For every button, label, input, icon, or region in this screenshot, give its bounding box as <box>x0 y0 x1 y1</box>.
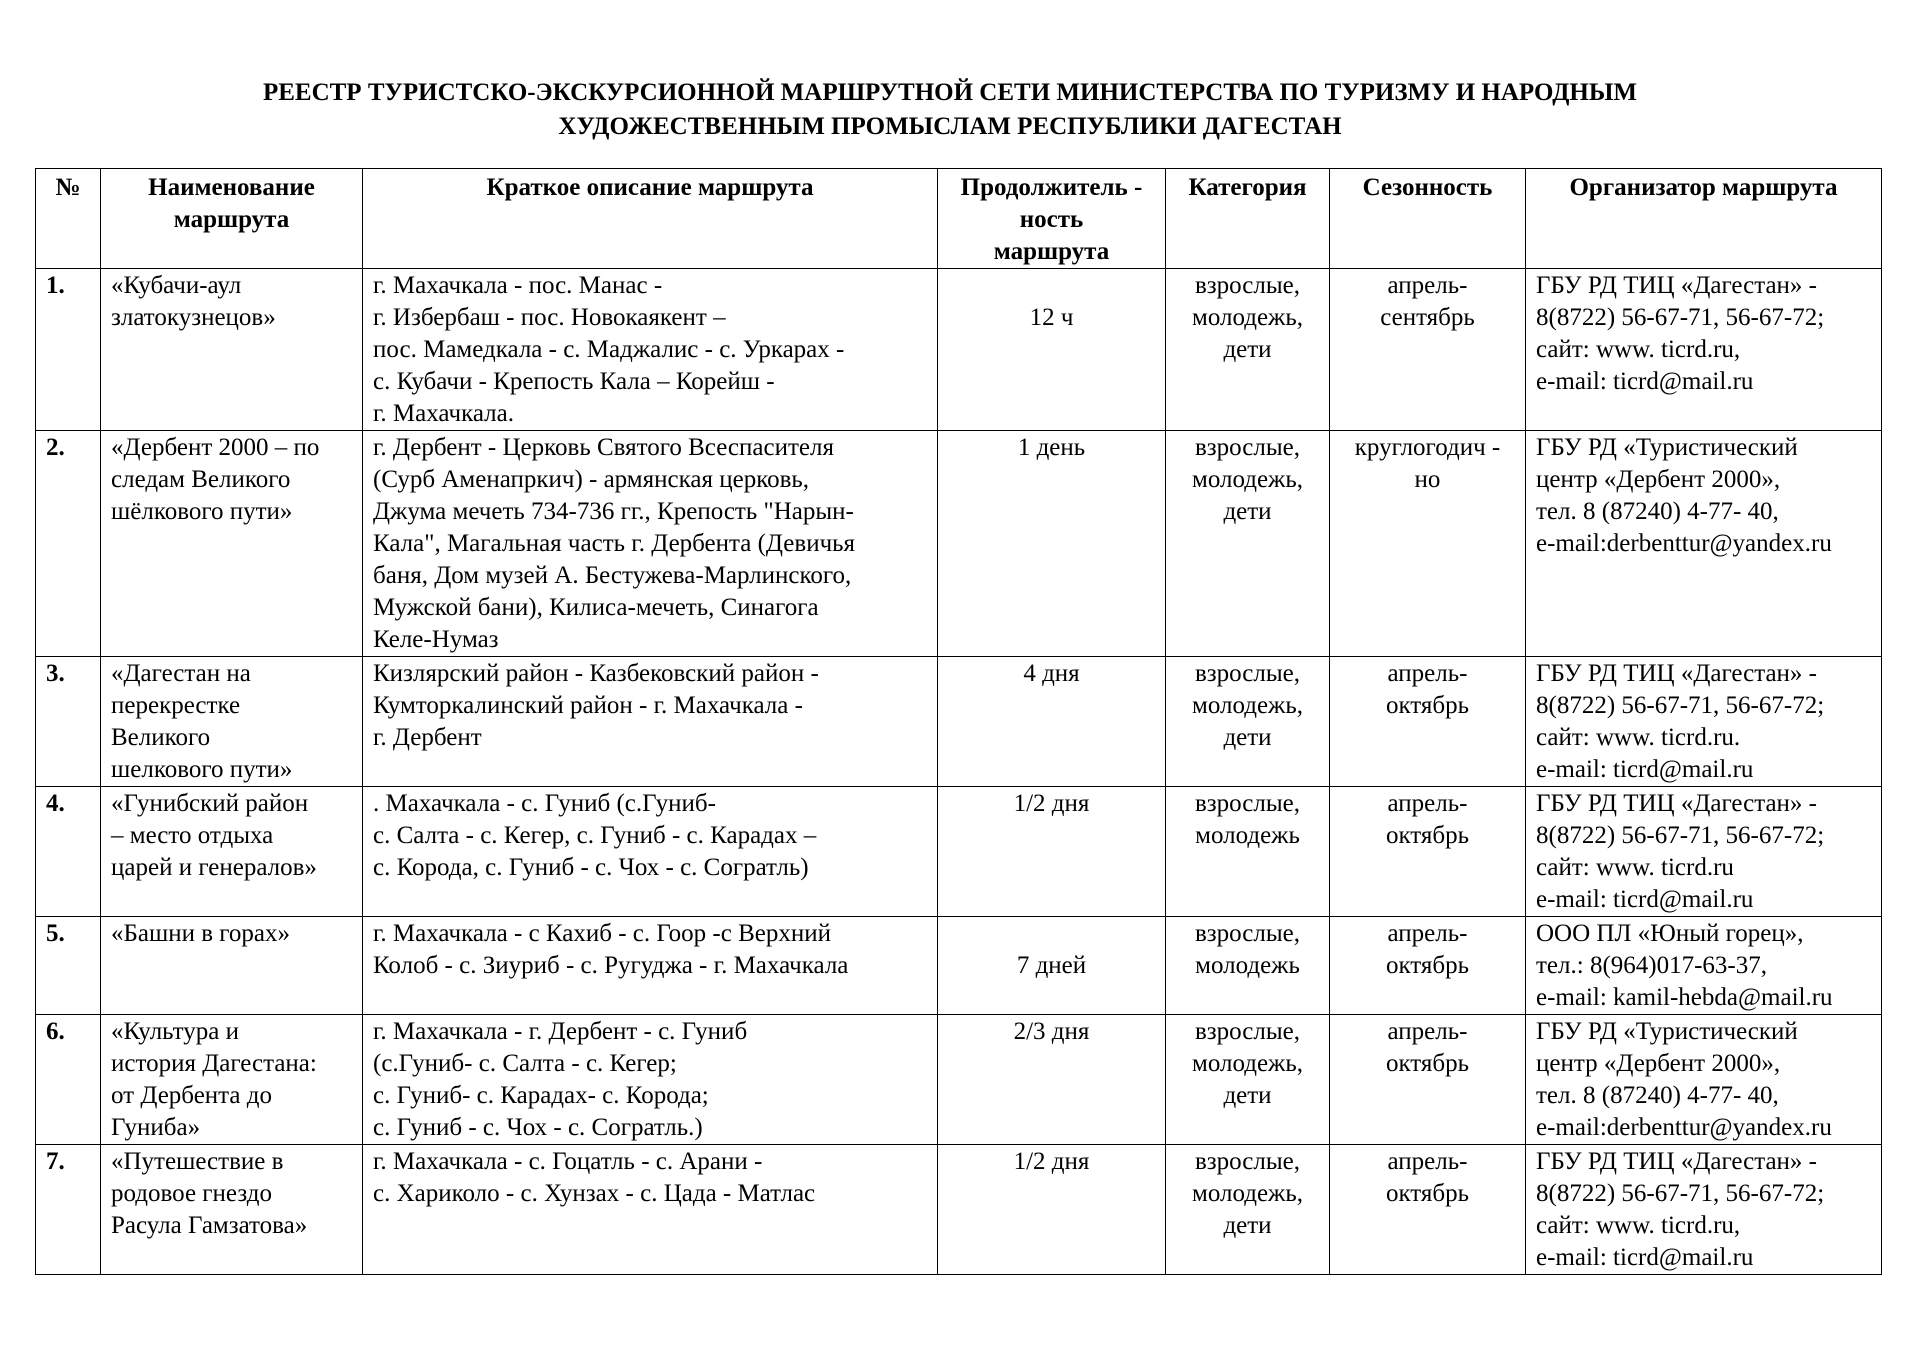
route-description-line: . Махачкала - с. Гуниб (с.Гуниб- <box>373 790 716 817</box>
route-number: 2. <box>36 431 101 657</box>
route-category <box>1166 1145 1330 1275</box>
route-season <box>1330 657 1526 787</box>
route-name-line: Расула Гамзатова» <box>111 1212 308 1239</box>
route-category-line: молодежь, <box>1192 466 1303 493</box>
route-name <box>101 1015 363 1145</box>
route-description-line: г. Махачкала - с. Гоцатль - с. Арани - <box>373 1148 763 1175</box>
route-number: 1. <box>36 269 101 431</box>
route-organizer <box>1526 917 1882 1015</box>
route-organizer-line: e-mail: kamil-hebda@mail.ru <box>1536 984 1833 1011</box>
route-organizer-line: тел. 8 (87240) 4-77- 40, <box>1536 498 1779 525</box>
route-duration-value: 12 ч <box>1029 304 1074 331</box>
route-name-line: Великого <box>111 724 211 751</box>
route-description <box>363 657 938 787</box>
header-duration <box>938 169 1166 269</box>
route-name-line: царей и генералов» <box>111 854 317 881</box>
route-season <box>1330 269 1526 431</box>
route-season <box>1330 917 1526 1015</box>
route-description-line: пос. Мамедкала - с. Маджалис - с. Уркарах - <box>373 336 845 363</box>
page-title <box>120 76 1780 144</box>
route-organizer-line: сайт: www. ticrd.ru, <box>1536 1212 1741 1239</box>
table-row <box>36 431 1882 657</box>
table-row <box>36 657 1882 787</box>
route-description-line: Мужской бани), Килиса-мечеть, Синагога <box>373 594 819 621</box>
route-description-line: г. Махачкала - пос. Манас - <box>373 272 663 299</box>
header-category: Категория <box>1166 169 1330 269</box>
route-season-line: октябрь <box>1385 822 1470 849</box>
route-name <box>101 269 363 431</box>
header-duration-line: маршрута <box>993 238 1110 265</box>
route-description-line: с. Кубачи - Крепость Кала – Корейш - <box>373 368 775 395</box>
route-category-line: взрослые, <box>1194 660 1301 687</box>
route-season-line: октябрь <box>1385 1050 1470 1077</box>
route-category-line: взрослые, <box>1194 272 1301 299</box>
route-season-line: но <box>1414 466 1441 493</box>
route-category-line: взрослые, <box>1194 1148 1301 1175</box>
route-season-line: сентябрь <box>1380 304 1475 331</box>
route-number: 4. <box>36 787 101 917</box>
route-category-line: молодежь <box>1195 952 1300 979</box>
route-description-line: Кизлярский район - Казбековский район - <box>373 660 819 687</box>
table-row <box>36 787 1882 917</box>
route-organizer-line: e-mail: ticrd@mail.ru <box>1536 368 1754 395</box>
route-name <box>101 657 363 787</box>
route-name-line: родовое гнездо <box>111 1180 272 1207</box>
page-title-line-2: ХУДОЖЕСТВЕННЫМ ПРОМЫСЛАМ РЕСПУБЛИКИ ДАГЕСТАН <box>558 113 1342 140</box>
header-name: Наименование маршрута <box>101 169 363 269</box>
route-name <box>101 1145 363 1275</box>
route-duration-value: 7 дней <box>1016 952 1087 979</box>
route-category-line: молодежь, <box>1192 1180 1303 1207</box>
page-title-line-1: РЕЕСТР ТУРИСТСКО-ЭКСКУРСИОННОЙ МАРШРУТНОЙ СЕТИ МИНИСТЕРСТВА ПО ТУРИЗМУ И НАРОДНЫМ <box>262 79 1638 106</box>
route-season <box>1330 431 1526 657</box>
route-name-line: златокузнецов» <box>111 304 276 331</box>
route-season-line: апрель- <box>1387 1018 1468 1045</box>
route-duration-value: 2/3 дня <box>1013 1018 1090 1045</box>
route-organizer <box>1526 1015 1882 1145</box>
route-organizer <box>1526 657 1882 787</box>
route-name <box>101 431 363 657</box>
route-number: 3. <box>36 657 101 787</box>
route-category <box>1166 431 1330 657</box>
route-organizer-line: 8(8722) 56-67-71, 56-67-72; <box>1536 822 1825 849</box>
route-name-line: шёлкового пути» <box>111 498 293 525</box>
route-description-line: с. Салта - с. Кегер, с. Гуниб - с. Карадах – <box>373 822 817 849</box>
route-duration <box>938 657 1166 787</box>
route-description-line: г. Дербент <box>373 724 482 751</box>
route-name-line: от Дербента до <box>111 1082 272 1109</box>
route-organizer-line: e-mail:derbenttur@yandex.ru <box>1536 530 1832 557</box>
route-category-line: взрослые, <box>1194 790 1301 817</box>
route-description <box>363 787 938 917</box>
route-number: 5. <box>36 917 101 1015</box>
route-category-line: молодежь, <box>1192 304 1303 331</box>
header-organizer: Организатор маршрута <box>1526 169 1882 269</box>
route-organizer-line: ГБУ РД ТИЦ «Дагестан» - <box>1536 1148 1818 1175</box>
table-row <box>36 1145 1882 1275</box>
route-organizer-line: 8(8722) 56-67-71, 56-67-72; <box>1536 692 1825 719</box>
table-row <box>36 917 1882 1015</box>
table-row <box>36 269 1882 431</box>
route-description <box>363 1015 938 1145</box>
route-number: 7. <box>36 1145 101 1275</box>
route-organizer-line: ГБУ РД «Туристический <box>1536 434 1798 461</box>
route-category-line: взрослые, <box>1194 920 1301 947</box>
route-duration <box>938 787 1166 917</box>
route-season-line: круглогодич - <box>1354 434 1501 461</box>
route-category-line: дети <box>1223 1082 1272 1109</box>
route-duration <box>938 917 1166 1015</box>
route-category-line: молодежь, <box>1192 1050 1303 1077</box>
route-category-line: дети <box>1223 724 1272 751</box>
route-duration-value: 1 день <box>1017 434 1086 461</box>
route-season-line: апрель- <box>1387 660 1468 687</box>
route-category-line: дети <box>1223 1212 1272 1239</box>
route-name-line: история Дагестана: <box>111 1050 317 1077</box>
route-organizer-line: ГБУ РД ТИЦ «Дагестан» - <box>1536 790 1818 817</box>
route-season-line: октябрь <box>1385 692 1470 719</box>
route-name <box>101 787 363 917</box>
route-description-line: баня, Дом музей А. Бестужева-Марлинского, <box>373 562 852 589</box>
route-organizer-line: 8(8722) 56-67-71, 56-67-72; <box>1536 1180 1825 1207</box>
header-description: Краткое описание маршрута <box>363 169 938 269</box>
route-name <box>101 917 363 1015</box>
header-season: Сезонность <box>1330 169 1526 269</box>
route-description-line: с. Корода, с. Гуниб - с. Чох - с. Согратль) <box>373 854 809 881</box>
route-season-line: апрель- <box>1387 272 1468 299</box>
route-duration <box>938 1015 1166 1145</box>
route-duration <box>938 431 1166 657</box>
route-organizer-line: тел.: 8(964)017-63-37, <box>1536 952 1767 979</box>
route-organizer-line: центр «Дербент 2000», <box>1536 1050 1781 1077</box>
route-season-line: апрель- <box>1387 790 1468 817</box>
route-season-line: апрель- <box>1387 920 1468 947</box>
route-description-line: г. Махачкала - г. Дербент - с. Гуниб <box>373 1018 748 1045</box>
route-description-line: с. Хариколо - с. Хунзах - с. Цада - Матлас <box>373 1180 816 1207</box>
route-name-line: «Башни в горах» <box>111 920 290 947</box>
header-duration-line: ность <box>1019 206 1084 233</box>
route-organizer <box>1526 1145 1882 1275</box>
route-category-line: взрослые, <box>1194 1018 1301 1045</box>
route-organizer-line: ГБУ РД ТИЦ «Дагестан» - <box>1536 272 1818 299</box>
route-category-line: дети <box>1223 498 1272 525</box>
route-category-line: дети <box>1223 336 1272 363</box>
route-organizer-line: сайт: www. ticrd.ru. <box>1536 724 1741 751</box>
route-season-line: октябрь <box>1385 952 1470 979</box>
route-description-line: Колоб - с. Зиуриб - с. Ругуджа - г. Махачкала <box>373 952 849 979</box>
route-season <box>1330 1015 1526 1145</box>
route-organizer-line: ООО ПЛ «Юный горец», <box>1536 920 1804 947</box>
route-number: 6. <box>36 1015 101 1145</box>
route-description-line: г. Махачкала. <box>373 400 515 427</box>
route-name-line: – место отдыха <box>111 822 274 849</box>
route-category <box>1166 657 1330 787</box>
route-description-line: Джума мечеть 734-736 гг., Крепость "Нарын- <box>373 498 854 525</box>
route-category-line: молодежь <box>1195 822 1300 849</box>
route-category <box>1166 269 1330 431</box>
route-organizer-line: e-mail: ticrd@mail.ru <box>1536 756 1754 783</box>
route-description-line: (с.Гуниб- с. Салта - с. Кегер; <box>373 1050 677 1077</box>
route-organizer-line: сайт: www. ticrd.ru, <box>1536 336 1741 363</box>
route-duration-value: 1/2 дня <box>1013 1148 1090 1175</box>
route-description-line: Кумторкалинский район - г. Махачкала - <box>373 692 803 719</box>
route-organizer-line: e-mail: ticrd@mail.ru <box>1536 886 1754 913</box>
route-description-line: Келе-Нумаз <box>373 626 499 653</box>
route-name-line: перекрестке <box>111 692 241 719</box>
route-organizer <box>1526 431 1882 657</box>
route-description-line: Кала", Магальная часть г. Дербента (Девичья <box>373 530 856 557</box>
route-organizer-line: центр «Дербент 2000», <box>1536 466 1781 493</box>
route-organizer <box>1526 269 1882 431</box>
route-description <box>363 431 938 657</box>
route-category <box>1166 917 1330 1015</box>
route-description-line: г. Махачкала - с Кахиб - с. Гоор -с Верхний <box>373 920 831 947</box>
route-duration-value: 1/2 дня <box>1013 790 1090 817</box>
route-name-line: Гуниба» <box>111 1114 201 1141</box>
route-organizer <box>1526 787 1882 917</box>
route-description-line: (Сурб Аменапркич) - армянская церковь, <box>373 466 810 493</box>
header-num: № <box>36 169 101 269</box>
route-name-line: «Культура и <box>111 1018 239 1045</box>
route-organizer-line: e-mail:derbenttur@yandex.ru <box>1536 1114 1832 1141</box>
route-name-line: «Дагестан на <box>111 660 251 687</box>
route-season-line: апрель- <box>1387 1148 1468 1175</box>
table-header-row <box>36 169 1882 269</box>
route-organizer-line: сайт: www. ticrd.ru <box>1536 854 1734 881</box>
route-name-line: «Дербент 2000 – по <box>111 434 320 461</box>
route-description-line: с. Гуниб - с. Чох - с. Согратль.) <box>373 1114 703 1141</box>
route-category-line: молодежь, <box>1192 692 1303 719</box>
route-category <box>1166 787 1330 917</box>
route-duration <box>938 1145 1166 1275</box>
route-description <box>363 1145 938 1275</box>
route-duration-value: 4 дня <box>1023 660 1080 687</box>
route-name-line: «Гунибский район <box>111 790 309 817</box>
route-name-line: «Кубачи-аул <box>111 272 242 299</box>
route-name-line: «Путешествие в <box>111 1148 284 1175</box>
route-organizer-line: ГБУ РД «Туристический <box>1536 1018 1798 1045</box>
route-description <box>363 917 938 1015</box>
route-description-line: г. Избербаш - пос. Новокаякент – <box>373 304 726 331</box>
header-duration-line: Продолжитель - <box>960 174 1143 201</box>
route-season-line: октябрь <box>1385 1180 1470 1207</box>
route-name-line: шелкового пути» <box>111 756 293 783</box>
route-description-line: г. Дербент - Церковь Святого Всеспасителя <box>373 434 834 461</box>
route-description <box>363 269 938 431</box>
route-duration <box>938 269 1166 431</box>
route-organizer-line: ГБУ РД ТИЦ «Дагестан» - <box>1536 660 1818 687</box>
route-category <box>1166 1015 1330 1145</box>
route-description-line: с. Гуниб- с. Карадах- с. Корода; <box>373 1082 709 1109</box>
route-name-line: следам Великого <box>111 466 291 493</box>
route-organizer-line: e-mail: ticrd@mail.ru <box>1536 1244 1754 1271</box>
route-season <box>1330 787 1526 917</box>
route-organizer-line: тел. 8 (87240) 4-77- 40, <box>1536 1082 1779 1109</box>
route-season <box>1330 1145 1526 1275</box>
route-organizer-line: 8(8722) 56-67-71, 56-67-72; <box>1536 304 1825 331</box>
routes-registry-table <box>35 168 1882 1275</box>
table-row <box>36 1015 1882 1145</box>
route-category-line: взрослые, <box>1194 434 1301 461</box>
